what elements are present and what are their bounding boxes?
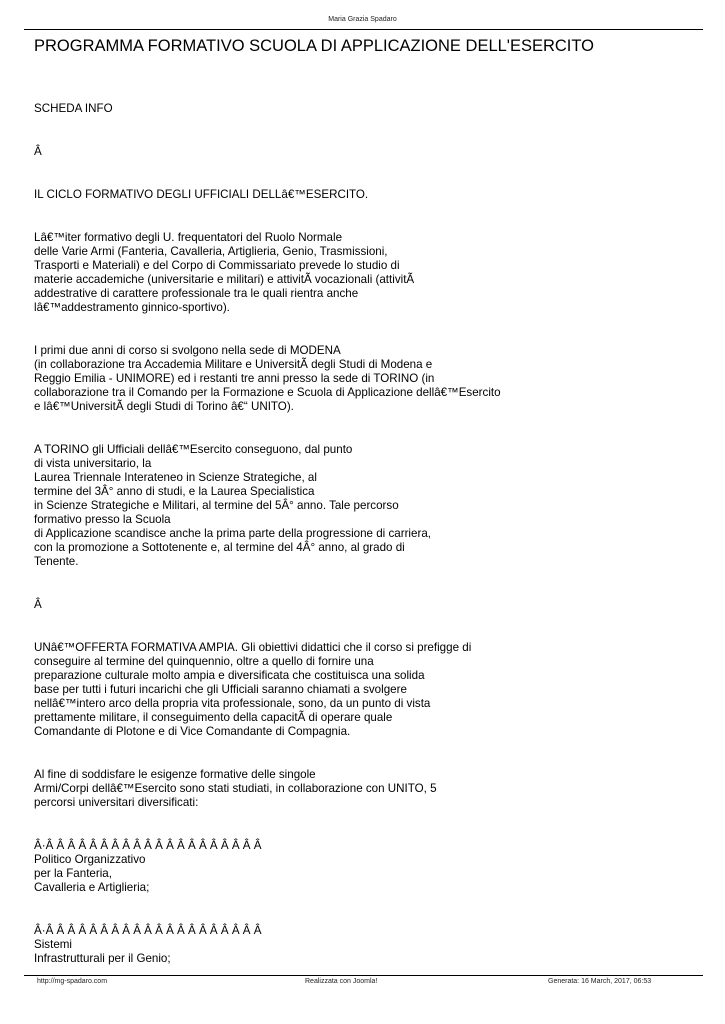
- stray-character-line: Â: [34, 145, 42, 158]
- page-title: PROGRAMMA FORMATIVO SCUOLA DI APPLICAZIONE DELL'ESERCITO: [34, 37, 594, 55]
- paragraph-iter-formativo: Lâ€™iter formativo degli U. frequentatori del Ruolo Normale delle Varie Armi (Fanteria, Cavalleria, Artiglieria, Genio, Trasmissioni, Trasporti e Materiali) e del Corpo di Commissariato prevede lo studio di materie accademiche (universitarie e militari) e attivitÃ vocazionali (attivitÃ addestrative di carattere professionale tra le quali rientra anche lâ€™addestramento ginnico-sportivo).: [34, 231, 415, 314]
- paragraph-gap: [34, 159, 684, 188]
- paragraph-gap: [34, 202, 684, 231]
- paragraph-sedi: I primi due anni di corso si svolgono nella sede di MODENA (in collaborazione tra Accademia Militare e UniversitÃ degli Studi di Modena e Reggio Emilia - UNIMORE) ed i restanti tre anni presso la sede di TORINO (in collaborazione tra il Comando per la Formazione e Scuola di Applicazione dellâ€™Esercito e lâ€™UniversitÃ degli Studi di Torino â€“ UNITO).: [34, 344, 501, 413]
- stray-character-line: Â: [34, 598, 42, 611]
- paragraph-offerta-formativa: UNâ€™OFFERTA FORMATIVA AMPIA. Gli obiettivi didattici che il corso si prefigge di conseguire al termine del quinquennio, oltre a quello di fornire una preparazione culturale molto ampia e diversificata che costituisca una solida base per tutti i futuri incarichi che gli Ufficiali saranno chiamati a svolgere nellâ€™intero arco della propria vita professionale, sono, da un punto di vista prettamente militare, il conseguimento della capacitÃ di operare quale Comandante di Plotone e di Vice Comandante di Compagnia.: [34, 641, 472, 738]
- paragraph-gap: [34, 315, 684, 344]
- section-heading-ciclo-formativo: IL CICLO FORMATIVO DEGLI UFFICIALI DELLâ€™ESERCITO.: [34, 188, 369, 201]
- paragraph-gap: [34, 810, 684, 839]
- paragraph-gap: [34, 895, 684, 924]
- document-body: [34, 102, 684, 966]
- footer-rule: [24, 975, 703, 976]
- list-item-percorso-sistemi: Â·Â Â Â Â Â Â Â Â Â Â Â Â Â Â Â Â Â Â Â Â Sistemi Infrastrutturali per il Genio;: [34, 924, 262, 965]
- paragraph-percorsi-intro: Al fine di soddisfare le esigenze formative delle singole Armi/Corpi dellâ€™Esercito sono stati studiati, in collaborazione con UNITO, 5 percorsi universitari diversificati:: [34, 768, 437, 809]
- paragraph-gap: [34, 414, 684, 443]
- list-item-percorso-politico: Â·Â Â Â Â Â Â Â Â Â Â Â Â Â Â Â Â Â Â Â Â Politico Organizzativo per la Fanteria, Cavalleria e Artiglieria;: [34, 839, 262, 894]
- header-rule: [24, 29, 703, 30]
- paragraph-gap: [34, 612, 684, 641]
- section-label-scheda-info: SCHEDA INFO: [34, 102, 113, 115]
- paragraph-lauree: A TORINO gli Ufficiali dellâ€™Esercito conseguono, dal punto di vista universitario, la Laurea Triennale Interateneo in Scienze Strategiche, al termine del 3Â° anno di studi, e la Laurea Specialistica in Scienze Strategiche e Militari, al termine del 5Â° anno. Tale percorso formativo presso la Scuola di Applicazione scandisce anche la prima parte della progressione di carriera, con la promozione a Sottotenente e, al termine del 4Â° anno, al grado di Tenente.: [34, 443, 431, 568]
- header-author: Maria Grazia Spadaro: [328, 16, 397, 23]
- paragraph-gap: [34, 569, 684, 598]
- paragraph-gap: [34, 739, 684, 768]
- footer-generated-date: Generata: 16 March, 2017, 06:53: [548, 978, 652, 985]
- paragraph-gap: [34, 116, 684, 145]
- footer-site-link[interactable]: http://mg-spadaro.com: [37, 978, 108, 985]
- footer-powered-by: Realizzata con Joomla!: [305, 978, 378, 985]
